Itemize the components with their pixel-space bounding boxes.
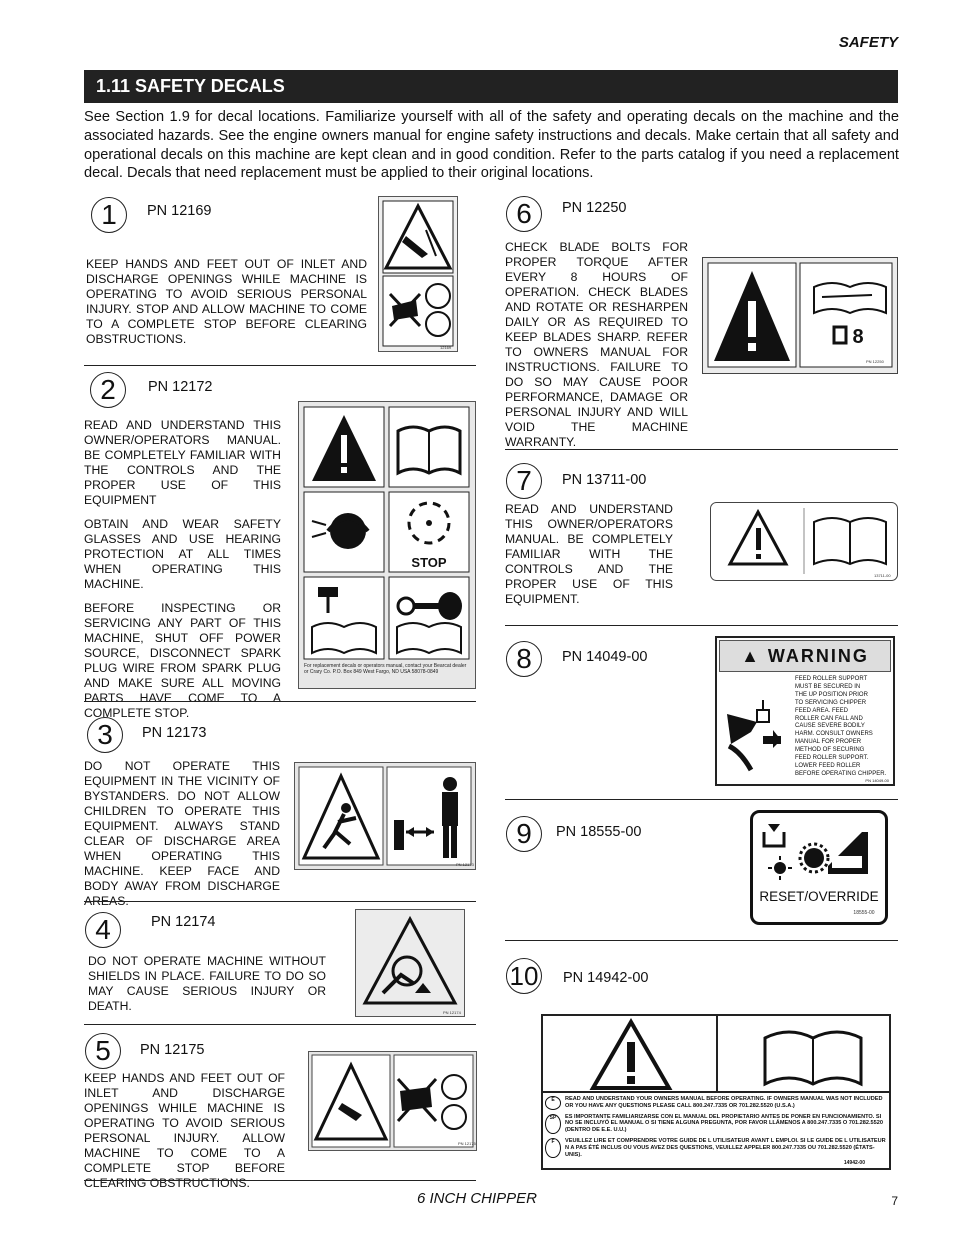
decal-4-part-number: PN 12174 [151,914,216,930]
divider [505,799,898,800]
spark-plug-icon [318,587,338,597]
decal-5-number: 5 [85,1033,121,1069]
decal-10-part-number: PN 14942-00 [563,970,649,986]
decal-3-text: DO NOT OPERATE THIS EQUIPMENT IN THE VICINITY OF BYSTANDERS. DO NOT ALLOW CHILDREN TO OPERATE THIS EQUIPMENT. ALWAYS STAND CLEAR OF DISCHARGE AREA WHEN OPERATING THIS MACHINE. KEEP FACE AND BODY AWAY FROM DISCHARGE AREAS. [84,759,280,908]
decal-6-image [702,257,898,374]
bystander-icon [341,803,351,813]
decal-10-spanish-text: ES IMPORTANTE FAMILIARIZARSE CON EL MANUAL DEL PROPIETARIO ANTES DE PONER EN FUNCIONAMIENTO. SI NO SE INCLUYÓ EL MANUAL O SI TIENE ALGUNA PREGUNTA, POR FAVOR LLÁMENOS A 800.247.7335 O 701.282.5520 (DENTRO DE E.E. U.U.) [565,1113,883,1134]
svg-text:PN 12175: PN 12175 [458,1141,476,1146]
decal-9-reset-label: RESET/OVERRIDE [759,889,879,904]
svg-text:18555-00: 18555-00 [853,910,875,916]
decal-5-image [308,1051,477,1151]
decal-1-part-number: PN 12169 [147,203,212,219]
language-badge-english: E [545,1096,561,1110]
svg-text:8: 8 [852,326,864,348]
svg-text:PN 12250: PN 12250 [866,359,884,364]
decal-6-number: 6 [506,196,542,232]
divider [505,449,898,450]
sun-icon [774,862,786,874]
decal-3-image [294,762,476,870]
decal-7-part-number: PN 13711-00 [562,472,647,488]
divider [505,940,898,941]
decal-9-part-number: PN 18555-00 [556,824,642,840]
decal-2-image: STOP For replacement decals or operators manual, contact your Bearcat dealer or Crary Co. P.O. Box 849 West Fargo, ND USA 58078-0849 [298,401,476,689]
decal-7-image [710,502,898,581]
divider [84,901,476,902]
decal-8-image: ▲ WARNING FEED ROLLER SUPPORT MUST BE SECURED IN THE UP POSITION PRIOR TO SERVICING CHIPPER FEED AREA. FEED ROLLER CAN FALL AND CAUSE SEVERE BODILY HARM. CONSULT OWNERS MANUAL FOR PROPER METHOD OF SECURING FEED ROLLER SUPPORT. LOWER FEED ROLLER BEFORE OPERATING CHIPPER. PN 14049-00 [715,636,895,786]
decal-2-text: READ AND UNDERSTAND THIS OWNER/OPERATORS MANUAL. BE COMPLETELY FAMILIAR WITH THE CONTROLS AND THE PROPER USE OF THIS EQUIPMENT OBTAIN AND WEAR SAFETY GLASSES AND USE HEARING PROTECTION AT ALL TIMES WHEN OPERATING THIS MACHINE. BEFORE INSPECTING OR SERVICING ANY PART OF THIS MACHINE, SHUT OFF POWER SOURCE, DISCONNECT SPARK PLUG WIRE FROM SPARK PLUG AND MAKE SURE ALL MOVING PARTS HAVE COME TO A COMPLETE STOP. [84,418,281,720]
divider [84,365,476,366]
decal-1-image [378,196,458,352]
decal-8-warning-header: WARNING [767,646,869,666]
decal-8-number: 8 [506,641,542,677]
divider [84,701,476,702]
svg-text:PN 12174: PN 12174 [443,1010,461,1015]
divider [84,1024,476,1025]
decal-10-french-text: VEUILLEZ LIRE ET COMPRENDRE VOTRE GUIDE DE L UTILISATEUR AVANT L EMPLOI. SI LE GUIDE DE L UTILISATEUR N A PAS ÉTÉ INCLUS OU VOUS AVEZ DES QUESTIONS, VEUILLEZ APPELER 800.247.7335 OU 701.282.5520 (ÉTATS-UNIS). [565,1137,886,1158]
decal-9-image [750,810,888,925]
decal-10-number: 10 [506,958,542,994]
decal-6-text: CHECK BLADE BOLTS FOR PROPER TORQUE AFTER EVERY 8 HOURS OF OPERATION. CHECK BLADES AND ROTATE OR RESHARPEN DAILY OR AS REQUIRED TO KEEP BLADES SHARP. REFER TO OWNERS MANUAL FOR INSTRUCTIONS. FAILURE TO DO SO MAY CAUSE POOR PERFORMANCE, DAMAGE OR PERSONAL INJURY AND WILL VOID THE MACHINE WARRANTY. [505,240,688,449]
decal-7-number: 7 [506,463,542,499]
page-number: 7 [891,1194,898,1208]
decal-5-text: KEEP HANDS AND FEET OUT OF INLET AND DISCHARGE OPENINGS WHILE MACHINE IS OPERATING TO AVOID SERIOUS PERSONAL INJURY. ALLOW MACHINE TO COME TO A COMPLETE STOP BEFORE CLEARING OBSTRUCTIONS. [84,1071,285,1190]
decal-2-part-number: PN 12172 [148,379,213,395]
person-icon [443,777,457,791]
decal-8-part-number: PN 14049-00 [562,649,648,665]
section-title: 1.11 SAFETY DECALS [84,70,898,103]
svg-text:12169: 12169 [440,345,452,350]
decal-6-part-number: PN 12250 [562,200,627,216]
divider [505,625,898,626]
language-badge-spanish: SP [545,1114,561,1134]
svg-text:PN 12173: PN 12173 [456,862,474,867]
decal-2-number: 2 [90,372,126,408]
warning-triangle-icon: ▲ [741,646,761,666]
decal-8-warning-text: FEED ROLLER SUPPORT MUST BE SECURED IN THE UP POSITION PRIOR TO SERVICING CHIPPER FEED AREA. FEED ROLLER CAN FALL AND CAUSE SEVERE BODILY HARM. CONSULT OWNERS MANUAL FOR PROPER METHOD OF SECURING FEED ROLLER SUPPORT. LOWER FEED ROLLER BEFORE OPERATING CHIPPER. [795,676,887,777]
svg-text:13711-00: 13711-00 [874,573,891,578]
language-badge-french: F [545,1138,561,1158]
decal-4-image [355,909,465,1017]
feed-roller-icon [721,674,795,782]
divider [84,1180,476,1181]
decal-7-text: READ AND UNDERSTAND THIS OWNER/OPERATORS MANUAL. BE COMPLETELY FAMILIAR WITH THE CONTROLS AND THE PROPER USE OF THIS EQUIPMENT. [505,502,673,606]
header-section-label: SAFETY [838,34,898,51]
decal-9-number: 9 [506,816,542,852]
decal-3-part-number: PN 12173 [142,725,207,741]
decal-4-text: DO NOT OPERATE MACHINE WITHOUT SHIELDS IN PLACE. FAILURE TO DO SO MAY CAUSE SERIOUS INJURY OR DEATH. [88,954,326,1013]
svg-text:STOP: STOP [411,555,447,570]
decal-3-number: 3 [87,717,123,753]
decal-1-number: 1 [91,197,127,233]
decal-10-english-text: READ AND UNDERSTAND YOUR OWNERS MANUAL BEFORE OPERATING. IF OWNERS MANUAL WAS NOT INCLUDED OR YOU HAVE ANY QUESTIONS PLEASE CALL 800.247.7335 OR 701.282.5520 (U.S.A.) [565,1096,883,1109]
decal-10-image: E READ AND UNDERSTAND YOUR OWNERS MANUAL BEFORE OPERATING. IF OWNERS MANUAL WAS NOT INCLUDED OR YOU HAVE ANY QUESTIONS PLEASE CALL 800.247.7335 OR 701.282.5520 (U.S.A.) SP ES IMPORTANTE FAMILIARIZARSE CON EL MANUAL DEL PROPIETARIO ANTES DE PONER EN FUNCIONAMIENTO. SI NO SE INCLUYÓ EL MANUAL O SI TIENE ALGUNA PREGUNTA, POR FAVOR LLÁMENOS A 800.247.7335 O 701.282.5520 (DENTRO DE E.E. U.U.) F VEUILLEZ LIRE ET COMPRENDRE VOTRE GUIDE DE L UTILISATEUR AVANT L EMPLOI. SI LE GUIDE DE L UTILISATEUR N A PAS ÉTÉ INCLUS OU VOUS AVEZ DES QUESTIONS, VEUILLEZ APPELER 800.247.7335 OU 701.282.5520 (ÉTATS-UNIS). 14942-00 [541,1014,891,1170]
intro-paragraph: See Section 1.9 for decal locations. Familiarize yourself with all of the safety and operating decals on the machine and the associated hazards. See the engine owners manual for engine safety instructions and decals. Make certain that all safety and operational decals on this machine are kept clean and in good condition. Refer to the parts catalog if you need a replacement decal. Decals that need replacement must be applied to their original locations. [84,109,899,182]
decal-4-number: 4 [85,912,121,948]
decal-1-text: KEEP HANDS AND FEET OUT OF INLET AND DISCHARGE OPENINGS WHILE MACHINE IS OPERATING TO AVOID SERIOUS PERSONAL INJURY. STOP AND ALLOW MACHINE TO COME TO A COMPLETE STOP BEFORE CLEARING OBSTRUCTIONS. [86,257,367,346]
decal-5-part-number: PN 12175 [140,1042,205,1058]
gear-icon [804,848,824,868]
footer-title: 6 INCH CHIPPER [416,1190,538,1207]
